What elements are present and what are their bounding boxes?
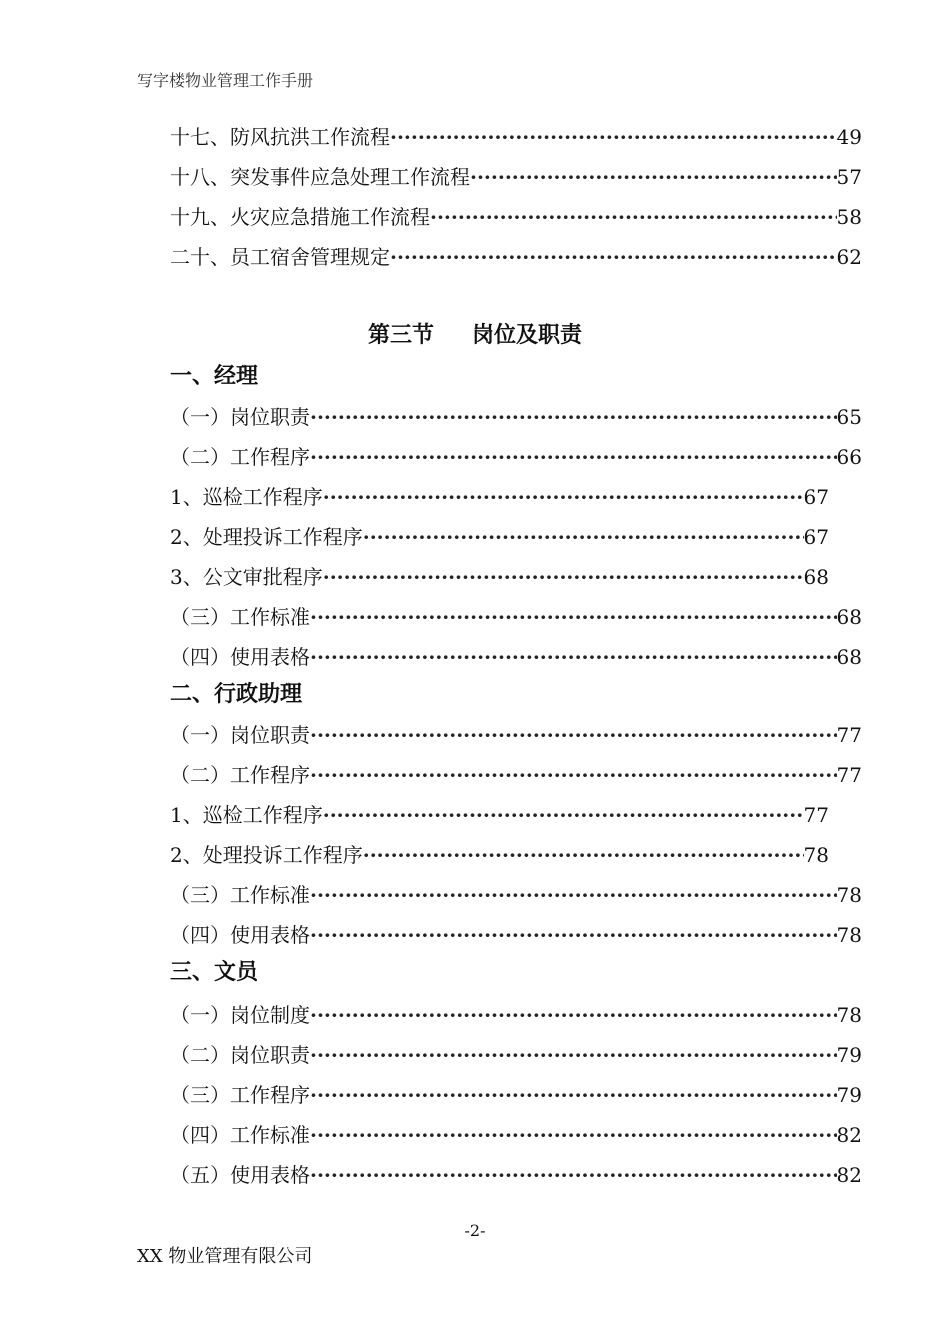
dot-leader bbox=[363, 840, 804, 870]
toc-entry-page: 82 bbox=[836, 1123, 862, 1147]
dot-leader bbox=[310, 1040, 837, 1070]
toc-entry-page: 49 bbox=[836, 125, 862, 149]
toc-entry[interactable] bbox=[170, 202, 862, 232]
toc-entry-page: 77 bbox=[836, 763, 862, 787]
toc-entry-label: 2、处理投诉工作程序 bbox=[170, 525, 363, 549]
toc-entry-page: 57 bbox=[836, 165, 862, 189]
toc-entry-label: （三）工作标准 bbox=[170, 883, 310, 907]
toc-entry-label: 十八、突发事件应急处理工作流程 bbox=[170, 165, 470, 189]
toc-entry[interactable] bbox=[170, 642, 862, 672]
toc-entry[interactable] bbox=[170, 1160, 862, 1190]
toc-entry-page: 67 bbox=[803, 525, 829, 549]
toc-entry[interactable] bbox=[170, 800, 829, 830]
toc-entry-page: 66 bbox=[836, 445, 862, 469]
section-name: 岗位及职责 bbox=[472, 323, 583, 348]
toc-entry-page: 77 bbox=[803, 803, 829, 827]
group-heading: 二、行政助理 bbox=[170, 682, 303, 707]
dot-leader bbox=[310, 1000, 837, 1030]
dot-leader bbox=[310, 602, 837, 632]
toc-entry-label: （一）岗位职责 bbox=[170, 405, 310, 429]
toc-entry-page: 79 bbox=[836, 1083, 862, 1107]
toc-entry-label: 十七、防风抗洪工作流程 bbox=[170, 125, 390, 149]
toc-entry-label: （二）岗位职责 bbox=[170, 1043, 310, 1067]
group-heading: 三、文员 bbox=[170, 960, 259, 985]
toc-entry[interactable] bbox=[170, 880, 862, 910]
toc-entry-page: 58 bbox=[836, 205, 862, 229]
running-footer: XX 物业管理有限公司 bbox=[137, 1246, 313, 1267]
toc-entry-label: （一）岗位制度 bbox=[170, 1003, 310, 1027]
toc-entry[interactable] bbox=[170, 1000, 862, 1030]
toc-entry[interactable] bbox=[170, 602, 862, 632]
toc-entry-label: （一）岗位职责 bbox=[170, 723, 310, 747]
toc-entry[interactable] bbox=[170, 242, 862, 272]
toc-entry[interactable] bbox=[170, 122, 862, 152]
dot-leader bbox=[310, 920, 837, 950]
toc-entry-label: 3、公文审批程序 bbox=[170, 565, 323, 589]
toc-entry-page: 79 bbox=[836, 1043, 862, 1067]
toc-entry-label: （三）工作标准 bbox=[170, 605, 310, 629]
toc-entry[interactable] bbox=[170, 482, 829, 512]
dot-leader bbox=[310, 642, 837, 672]
dot-leader bbox=[310, 402, 837, 432]
toc-entry-label: （二）工作程序 bbox=[170, 763, 310, 787]
toc-entry-page: 82 bbox=[836, 1163, 862, 1187]
toc-entry[interactable] bbox=[170, 1080, 862, 1110]
dot-leader bbox=[323, 482, 804, 512]
toc-entry-page: 65 bbox=[836, 405, 862, 429]
toc-entry-label: （四）工作标准 bbox=[170, 1123, 310, 1147]
toc-entry-page: 62 bbox=[836, 245, 862, 269]
toc-entry-page: 78 bbox=[836, 923, 862, 947]
toc-entry[interactable] bbox=[170, 840, 829, 870]
group-heading: 一、经理 bbox=[170, 364, 259, 389]
toc-entry-label: （四）使用表格 bbox=[170, 645, 310, 669]
dot-leader bbox=[310, 1120, 837, 1150]
toc-entry[interactable] bbox=[170, 562, 829, 592]
toc-entry[interactable] bbox=[170, 1040, 862, 1070]
dot-leader bbox=[323, 800, 804, 830]
toc-entry[interactable] bbox=[170, 522, 829, 552]
running-header: 写字楼物业管理工作手册 bbox=[137, 71, 314, 90]
toc-entry-page: 78 bbox=[836, 1003, 862, 1027]
toc-entry-page: 78 bbox=[803, 843, 829, 867]
dot-leader bbox=[310, 760, 837, 790]
toc-entry[interactable] bbox=[170, 1120, 862, 1150]
dot-leader bbox=[310, 442, 837, 472]
toc-entry-label: 2、处理投诉工作程序 bbox=[170, 843, 363, 867]
toc-entry-label: （二）工作程序 bbox=[170, 445, 310, 469]
header-rule bbox=[130, 96, 820, 97]
toc-entry-page: 68 bbox=[836, 605, 862, 629]
toc-entry-page: 68 bbox=[803, 565, 829, 589]
section-title bbox=[0, 320, 950, 352]
toc-entry-label: （五）使用表格 bbox=[170, 1163, 310, 1187]
dot-leader bbox=[310, 1160, 837, 1190]
dot-leader bbox=[323, 562, 804, 592]
toc-entry-page: 68 bbox=[836, 645, 862, 669]
dot-leader bbox=[390, 242, 837, 272]
toc-entry[interactable] bbox=[170, 720, 862, 750]
dot-leader bbox=[310, 880, 837, 910]
toc-entry-page: 78 bbox=[836, 883, 862, 907]
section-number: 第三节 bbox=[367, 323, 434, 348]
toc-entry-label: 二十、员工宿舍管理规定 bbox=[170, 245, 390, 269]
toc-entry-label: 十九、火灾应急措施工作流程 bbox=[170, 205, 430, 229]
toc-entry-label: 1、巡检工作程序 bbox=[170, 803, 323, 827]
toc-entry[interactable] bbox=[170, 760, 862, 790]
dot-leader bbox=[310, 720, 837, 750]
toc-entry-label: （四）使用表格 bbox=[170, 923, 310, 947]
toc-entry-page: 77 bbox=[836, 723, 862, 747]
toc-entry[interactable] bbox=[170, 920, 862, 950]
dot-leader bbox=[470, 162, 837, 192]
dot-leader bbox=[363, 522, 804, 552]
toc-entry[interactable] bbox=[170, 162, 862, 192]
page-number: -2- bbox=[464, 1221, 486, 1240]
dot-leader bbox=[310, 1080, 837, 1110]
toc-entry[interactable] bbox=[170, 442, 862, 472]
toc-entry-label: （三）工作程序 bbox=[170, 1083, 310, 1107]
toc-entry-label: 1、巡检工作程序 bbox=[170, 485, 323, 509]
dot-leader bbox=[430, 202, 837, 232]
toc-entry[interactable] bbox=[170, 402, 862, 432]
toc-entry-page: 67 bbox=[803, 485, 829, 509]
dot-leader bbox=[390, 122, 837, 152]
